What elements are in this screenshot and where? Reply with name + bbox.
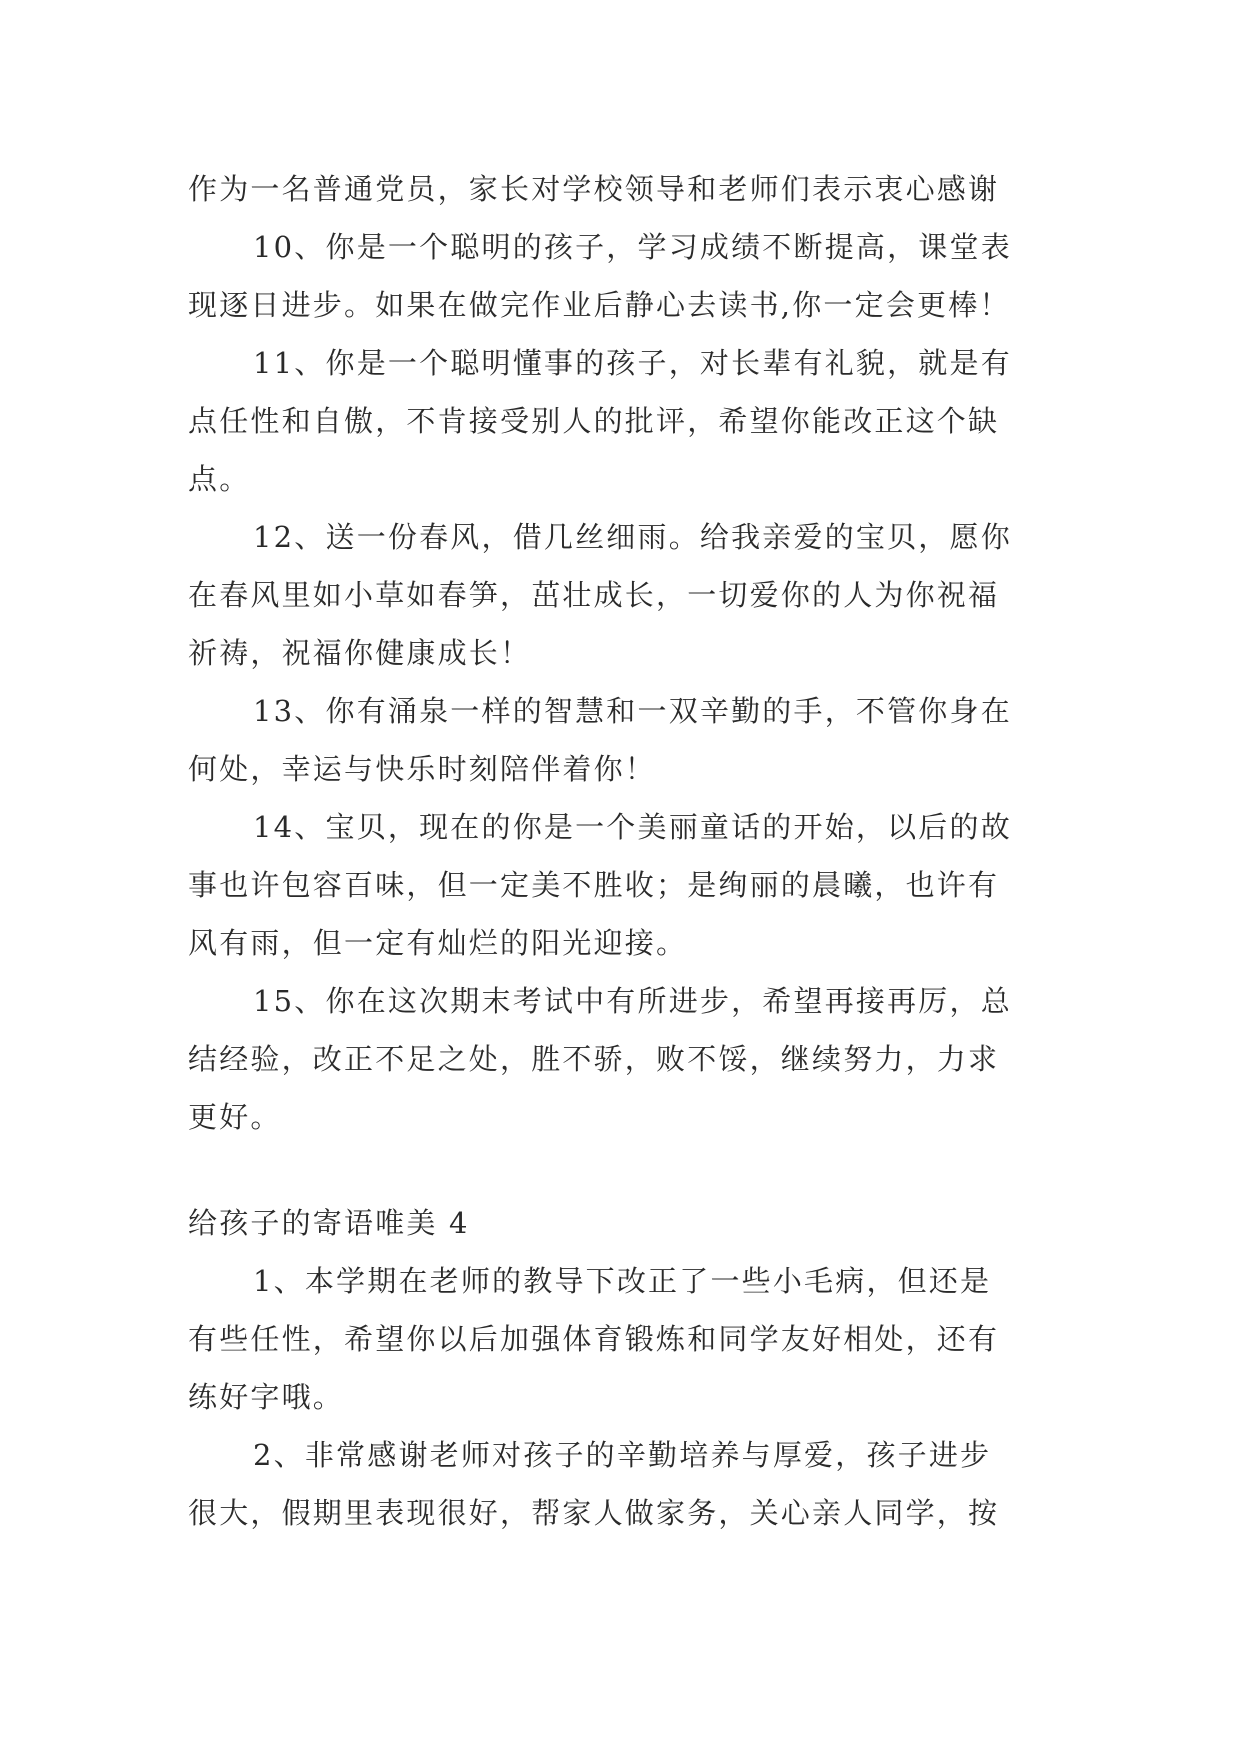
list-item (188, 798, 1058, 972)
paragraph-line: 现逐日进步。如果在做完作业后静心去读书,你一定会更棒！ (188, 288, 1011, 322)
paragraph-line: 2、非常感谢老师对孩子的辛勤培养与厚爱，孩子进步 (253, 1438, 992, 1472)
paragraph-line: 10、你是一个聪明的孩子，学习成绩不断提高，课堂表 (253, 230, 1012, 264)
list-item (188, 1252, 1058, 1426)
paragraph-line: 1、本学期在老师的教导下改正了一些小毛病，但还是 (253, 1264, 992, 1298)
document-body (188, 160, 1058, 1542)
list-item (188, 682, 1058, 798)
intro-line: 作为一名普通党员，家长对学校领导和老师们表示衷心感谢 (188, 172, 1000, 206)
paragraph-line: 12、送一份春风，借几丝细雨。给我亲爱的宝贝，愿你 (253, 520, 1012, 554)
paragraph-line: 风有雨，但一定有灿烂的阳光迎接。 (188, 926, 688, 960)
list-item (188, 218, 1058, 334)
paragraph-line: 11、你是一个聪明懂事的孩子，对长辈有礼貌，就是有 (253, 346, 1012, 380)
paragraph-line: 有些任性，希望你以后加强体育锻炼和同学友好相处，还有 (188, 1322, 1000, 1356)
paragraph-line: 点。 (188, 462, 251, 496)
paragraph-line: 14、宝贝，现在的你是一个美丽童话的开始，以后的故 (253, 810, 1012, 844)
paragraph-line: 很大，假期里表现很好，帮家人做家务，关心亲人同学，按 (188, 1496, 1000, 1530)
paragraph-line: 15、你在这次期末考试中有所进步，希望再接再厉，总 (253, 984, 1012, 1018)
list-item (188, 334, 1058, 508)
paragraph-line: 练好字哦。 (188, 1380, 345, 1414)
paragraph-line: 事也许包容百味，但一定美不胜收；是绚丽的晨曦，也许有 (188, 868, 1000, 902)
list-item (188, 972, 1058, 1146)
section-heading: 给孩子的寄语唯美 4 (188, 1206, 470, 1240)
paragraph-line: 祈祷，祝福你健康成长！ (188, 636, 532, 670)
list-item (188, 1426, 1058, 1542)
paragraph-line: 点任性和自傲，不肯接受别人的批评，希望你能改正这个缺 (188, 404, 1000, 438)
paragraph-line: 13、你有涌泉一样的智慧和一双辛勤的手，不管你身在 (253, 694, 1012, 728)
paragraph-line: 结经验，改正不足之处，胜不骄，败不馁，继续努力，力求 (188, 1042, 1000, 1076)
list-item (188, 508, 1058, 682)
paragraph-line: 何处，幸运与快乐时刻陪伴着你！ (188, 752, 657, 786)
paragraph-line: 更好。 (188, 1100, 282, 1134)
paragraph-line: 在春风里如小草如春笋，茁壮成长，一切爱你的人为你祝福 (188, 578, 1000, 612)
